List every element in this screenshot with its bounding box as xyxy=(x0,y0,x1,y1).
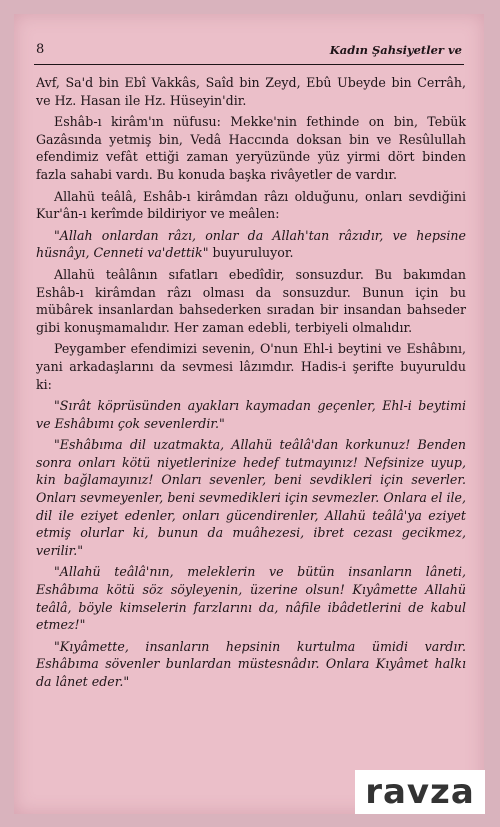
paragraph: Avf, Sa'd bin Ebî Vakkâs, Saîd bin Zeyd, Ebû Ubeyde bin Cerrâh, ve Hz. Hasan ile Hz. Hüseyin'dir. xyxy=(36,75,466,108)
hadith-quote: "Kıyâmette, insanların hepsinin kurtulma ümidi vardır. Eshâbıma sövenler bunlardan müstesnâdır. Onlara Kıyâmet halkı da lânet eder." xyxy=(36,638,466,689)
paragraph: Peygamber efendimizi sevenin, O'nun Ehl-i beytini ve Eshâbını, yani arkadaşlarını da sevmesi lâzımdır. Hadis-i şerifte buyuruldu ki: xyxy=(36,341,466,392)
hadith-quote: "Eshâbıma dil uzatmakta, Allahü teâlâ'dan korkunuz! Benden sonra onları kötü niyetlerinize hedef tutmayınız! Nefsinize uyup, kin bağlamayınız! Onları sevenler, beni sevdikleri için severler. Onları sevmeyenler, beni sevmedikleri için sevmezler. Onlara el ile, dil ile eziyet edenler, onları gücendirenler, Allahü teâlâ'ya eziyet etmiş olurlar ki, bunun da muâhezesi, ibret cezası gecikmez, verilir." xyxy=(36,437,466,558)
page-header xyxy=(34,40,464,65)
paragraph: Allahü teâlâ, Eshâb-ı kirâmdan râzı olduğunu, onları sevdiğini Kur'ân-ı kerîmde bildiriyor ve meâlen: xyxy=(36,188,466,222)
page-number: 8 xyxy=(36,42,45,57)
paragraph: Eshâb-ı kirâm'ın nüfusu: Mekke'nin fethinde on bin, Tebük Gazâsında yetmiş bin, Vedâ Haccında doksan bin ve Resûlullah efendimiz vefât ettiği zaman yeryüzünde yüz yirmi dört binden fazla sahabi vardı. Bu konuda başka rivâyetler de vardır. xyxy=(36,114,466,182)
hadith-quote: "Allahü teâlâ'nın, meleklerin ve bütün insanların lâneti, Eshâbıma kötü söz söyleyenin, üzerine olsun! Kıyâmette Allahü teâlâ, böyle kimselerin farzlarını da, nâfile ibâdetlerini de kabul etmez!" xyxy=(36,564,466,633)
running-title: Kadın Şahsiyetler ve xyxy=(329,43,462,57)
quran-quote: "Allah onlardan râzı, onlar da Allah'tan râzıdır, ve hepsine hüsnâyı, Cenneti va'dettik" xyxy=(36,227,466,261)
quote-suffix: buyuruluyor. xyxy=(208,245,294,261)
paragraph: Allahü teâlânın sıfatları ebedîdir, sonsuzdur. Bu bakımdan Eshâb-ı kirâmdan râzı olması da sonsuzdur. Bunun için bu mübârek insanlardan bahsederken sıradan bir insandan bahseder gibi konuşmamalıdır. Her zaman edebli, terbiyeli olmalıdır. xyxy=(36,266,466,335)
book-page xyxy=(14,14,484,814)
hadith-quote: "Sırât köprüsünden ayakları kaymadan geçenler, Ehl-i beytimi ve Eshâbımı çok sevenlerdir." xyxy=(36,398,466,431)
ravza-watermark-logo: ravza xyxy=(355,770,485,814)
page-body xyxy=(36,74,466,695)
quote-paragraph xyxy=(36,227,466,262)
